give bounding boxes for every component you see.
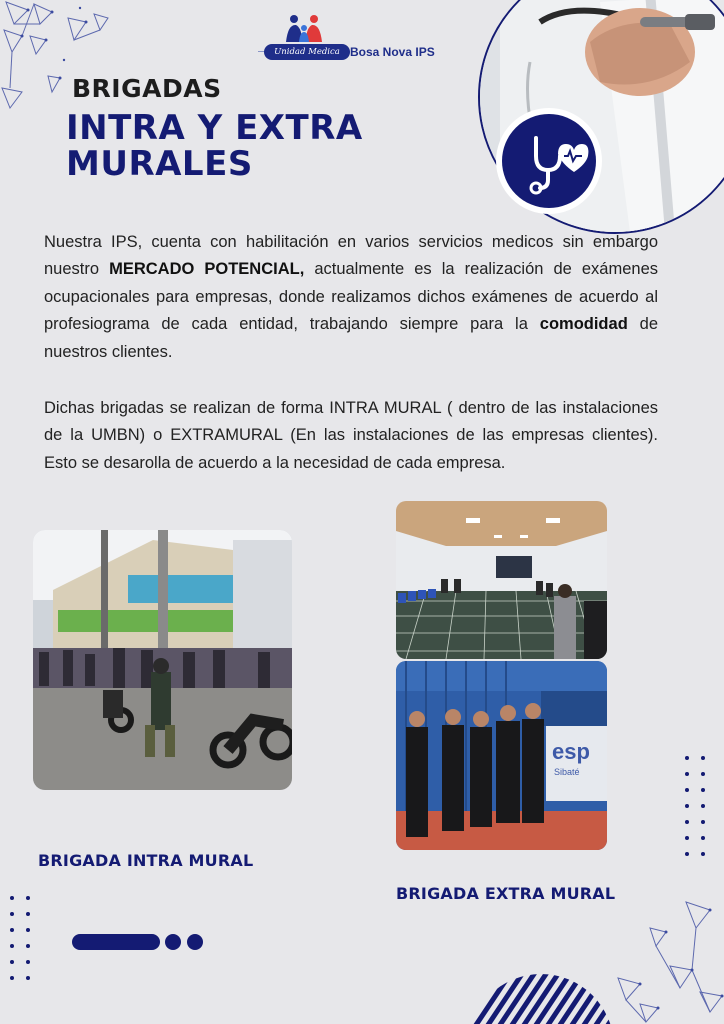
- dot-grid-decoration-left: [8, 894, 38, 994]
- heading-main: [66, 110, 363, 182]
- auditorium-photo: [396, 501, 607, 659]
- caption-intra-mural: BRIGADA INTRA MURAL: [38, 851, 254, 870]
- stethoscope-heart-badge: [496, 108, 602, 214]
- heading-main-line2: MURALES: [66, 144, 253, 184]
- logo: [258, 14, 438, 66]
- intro-text-a: Nuestra IPS, cuenta con habilitación en varios servicios medicos sin embargo nuestro: [44, 233, 658, 279]
- intro-text-comfort: comodidad: [539, 315, 628, 334]
- logo-script-text: Unidad Medica: [264, 44, 350, 60]
- logo-family-figures: [282, 14, 326, 44]
- stethoscope-heart-icon: [502, 114, 596, 208]
- extra-mural-photo: [396, 661, 607, 850]
- brigades-paragraph: Dichas brigadas se realizan de forma INTRA MURAL ( dentro de las instalaciones de la UMBN) o EXTRAMURAL (En las instalaciones de las empresas clientes). Esto se desarolla de acuerdo a la necesidad de cada empresa.: [44, 399, 658, 472]
- sign-text: esp: [552, 739, 590, 764]
- decorative-dot: [165, 934, 181, 950]
- decorative-pill-bar: [72, 934, 160, 950]
- striped-circle-decoration: [466, 972, 616, 1024]
- dot-grid-decoration-right: [683, 754, 713, 864]
- intra-mural-photo: [33, 530, 292, 790]
- intro-text-market: MERCADO POTENCIAL,: [109, 260, 305, 279]
- heading-main-line1: INTRA Y EXTRA: [66, 108, 363, 148]
- caption-extra-mural: BRIGADA EXTRA MURAL: [396, 884, 616, 903]
- heading-small: BRIGADAS: [72, 74, 222, 103]
- sign-subtext: Sibaté: [554, 767, 580, 777]
- logo-name: Bosa Nova IPS: [350, 45, 435, 59]
- constellation-decoration-bottom-right: [600, 900, 724, 1024]
- intro-text-e: de nuestros clientes.: [44, 315, 658, 361]
- decorative-dot: [187, 934, 203, 950]
- intro-paragraph: [44, 229, 658, 366]
- intro-text-c: actualmente es la realización de exámenes ocupacionales para empresas, donde realizamos dichos exámenes de acuerdo al profesiograma de cada entidad, trabajando siempre para la: [44, 260, 658, 334]
